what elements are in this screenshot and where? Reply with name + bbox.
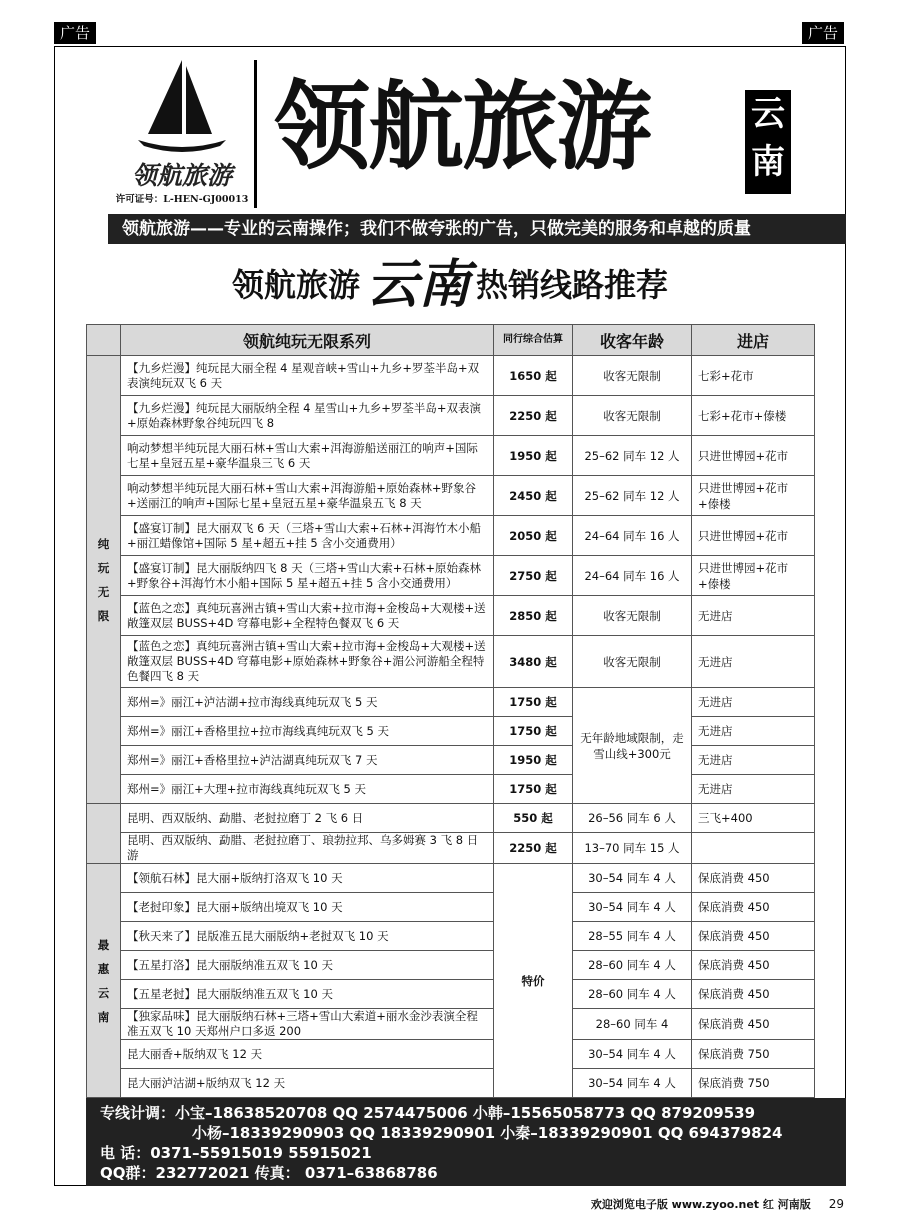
route-price: 1950 起 xyxy=(494,436,573,476)
route-age: 30–54 同车 4 人 xyxy=(573,893,692,922)
route-desc: 昆明、西双版纳、勐腊、老挝拉磨丁 2 飞 6 日 xyxy=(121,804,494,833)
ad-label-right: 广告 xyxy=(802,22,844,44)
route-age: 25–62 同车 12 人 xyxy=(573,436,692,476)
route-desc: 郑州=》丽江+香格里拉+拉市海线真纯玩双飞 5 天 xyxy=(121,717,494,746)
contact-line-2: 小杨–18339290903 QQ 18339290901 小秦–18339290901 QQ 694379824 xyxy=(192,1124,783,1142)
route-age: 28–55 同车 4 人 xyxy=(573,922,692,951)
route-age: 26–56 同车 6 人 xyxy=(573,804,692,833)
header-shop: 进店 xyxy=(692,325,815,356)
route-desc: 【秋天来了】昆版准五昆大丽版纳+老挝双飞 10 天 xyxy=(121,922,494,951)
route-age: 30–54 同车 4 人 xyxy=(573,1069,692,1098)
route-age: 收客无限制 xyxy=(573,396,692,436)
page-number: 29 xyxy=(828,1197,844,1211)
route-age: 28–60 同车 4 人 xyxy=(573,951,692,980)
footer-text: 欢迎浏览电子版 www.zyoo.net 红 河南版 xyxy=(590,1198,811,1211)
route-desc: 【九乡烂漫】纯玩昆大丽全程 4 星观音峡+雪山+九乡+罗荃半岛+双表演纯玩双飞 6 天 xyxy=(121,356,494,396)
logo xyxy=(108,56,256,206)
route-desc: 【老挝印象】昆大丽+版纳出境双飞 10 天 xyxy=(121,893,494,922)
route-shop: 只进世博园+花市 xyxy=(692,436,815,476)
route-age: 30–54 同车 4 人 xyxy=(573,864,692,893)
route-price: 3480 起 xyxy=(494,636,573,688)
route-shop: 保底消费 450 xyxy=(692,893,815,922)
table-row xyxy=(87,922,815,951)
route-desc: 【盛宴订制】昆大丽双飞 6 天（三塔+雪山大索+石林+洱海竹木小船+丽江蜡像馆+国际 5 星+超五+挂 5 含小交通费用） xyxy=(121,516,494,556)
route-desc: 郑州=》丽江+泸沽湖+拉市海线真纯玩双飞 5 天 xyxy=(121,688,494,717)
route-age-north: 无年龄地域限制，走雪山线+300元 xyxy=(573,688,692,804)
route-shop: 无进店 xyxy=(692,746,815,775)
route-age: 30–54 同车 4 人 xyxy=(573,1040,692,1069)
route-desc: 郑州=》丽江+大理+拉市海线真纯玩双飞 5 天 xyxy=(121,775,494,804)
table-row xyxy=(87,1009,815,1040)
route-age: 24–64 同车 16 人 xyxy=(573,516,692,556)
header-series: 领航纯玩无限系列 xyxy=(121,325,494,356)
route-age: 收客无限制 xyxy=(573,636,692,688)
route-desc: 昆明、西双版纳、勐腊、老挝拉磨丁、琅勃拉邦、乌多姆赛 3 飞 8 日游 xyxy=(121,833,494,864)
route-price: 1750 起 xyxy=(494,775,573,804)
route-age: 24–64 同车 16 人 xyxy=(573,556,692,596)
license-number: 许可证号：L-HEN-GJ00013 xyxy=(115,194,249,205)
contact-line-1: 专线计调：小宝–18638520708 QQ 2574475006 小韩–15565058773 QQ 879209539 xyxy=(100,1104,756,1122)
route-price: 1650 起 xyxy=(494,356,573,396)
table-row xyxy=(87,980,815,1009)
table-row xyxy=(87,746,815,775)
route-desc: 【盛宴订制】昆大丽版纳四飞 8 天（三塔+雪山大索+石林+原始森林+野象谷+洱海竹木小船+国际 5 星+超五+挂 5 含小交通费用） xyxy=(121,556,494,596)
table-row xyxy=(87,775,815,804)
route-desc: 郑州=》丽江+香格里拉+泸沽湖真纯玩双飞 7 天 xyxy=(121,746,494,775)
route-shop: 只进世博园+花市 xyxy=(692,516,815,556)
route-price: 2250 起 xyxy=(494,396,573,436)
route-desc: 昆大丽香+版纳双飞 12 天 xyxy=(121,1040,494,1069)
region-badge: 云南 xyxy=(745,90,791,194)
route-shop: 七彩+花市+傣楼 xyxy=(692,396,815,436)
route-shop: 无进店 xyxy=(692,596,815,636)
header-blank xyxy=(87,325,121,356)
route-shop: 保底消费 450 xyxy=(692,951,815,980)
route-shop: 保底消费 450 xyxy=(692,864,815,893)
table-row xyxy=(87,717,815,746)
route-price: 1750 起 xyxy=(494,688,573,717)
table-row xyxy=(87,893,815,922)
contact-phone: 电 话：0371–55915019 55915021 xyxy=(100,1144,372,1162)
route-age: 13–70 同车 15 人 xyxy=(573,833,692,864)
slogan-bar: 领航旅游——专业的云南操作；我们不做夸张的广告，只做完美的服务和卓越的质量 xyxy=(108,214,846,244)
table-row xyxy=(87,1069,815,1098)
headline-yunnan: 云南 xyxy=(365,254,470,315)
table-row xyxy=(87,951,815,980)
route-price: 2250 起 xyxy=(494,833,573,864)
route-price: 550 起 xyxy=(494,804,573,833)
group-label-unlimited: 纯玩无限 xyxy=(87,356,121,804)
table-row xyxy=(87,688,815,717)
table-header xyxy=(87,325,815,356)
brand-title: 领航旅游 xyxy=(274,71,650,183)
route-shop: 三飞+400 xyxy=(692,804,815,833)
table-row xyxy=(87,636,815,688)
table-row xyxy=(87,516,815,556)
headline xyxy=(0,255,900,315)
table-row xyxy=(87,476,815,516)
table-row xyxy=(87,556,815,596)
table-row xyxy=(87,804,815,833)
routes-table xyxy=(86,324,815,1098)
route-desc: 【九乡烂漫】纯玩昆大丽版纳全程 4 星雪山+九乡+罗荃半岛+双表演+原始森林野象谷纯玩四飞 8 xyxy=(121,396,494,436)
table-row xyxy=(87,833,815,864)
table-row xyxy=(87,864,815,893)
route-shop: 无进店 xyxy=(692,688,815,717)
header-age: 收客年龄 xyxy=(573,325,692,356)
contact-qq-fax: QQ群：232772021 传真： 0371–63868786 xyxy=(100,1164,438,1182)
ad-label-left: 广告 xyxy=(54,22,96,44)
route-desc: 响动梦想半纯玩昆大丽石林+雪山大索+洱海游船送丽江的响声+国际七星+皇冠五星+豪华温泉三飞 6 天 xyxy=(121,436,494,476)
table-row xyxy=(87,596,815,636)
contact-bar xyxy=(86,1098,846,1186)
route-age: 28–60 同车 4 xyxy=(573,1009,692,1040)
route-shop: 只进世博园+花市+傣楼 xyxy=(692,556,815,596)
table-row xyxy=(87,436,815,476)
table-row xyxy=(87,356,815,396)
route-shop: 只进世博园+花市+傣楼 xyxy=(692,476,815,516)
route-age: 收客无限制 xyxy=(573,596,692,636)
logo-text: 领航旅游 xyxy=(131,161,232,190)
route-desc: 昆大丽泸沽湖+版纳双飞 12 天 xyxy=(121,1069,494,1098)
route-age: 25–62 同车 12 人 xyxy=(573,476,692,516)
route-age: 28–60 同车 4 人 xyxy=(573,980,692,1009)
route-shop: 保底消费 450 xyxy=(692,980,815,1009)
route-price: 2850 起 xyxy=(494,596,573,636)
route-price: 1950 起 xyxy=(494,746,573,775)
headline-left: 领航旅游 xyxy=(231,266,360,304)
table-row xyxy=(87,396,815,436)
route-shop: 保底消费 750 xyxy=(692,1069,815,1098)
header-price: 同行综合估算 xyxy=(494,325,573,356)
group-label-best: 最惠云南 xyxy=(87,864,121,1098)
route-shop: 保底消费 450 xyxy=(692,1009,815,1040)
route-price: 2750 起 xyxy=(494,556,573,596)
divider xyxy=(254,60,257,208)
route-desc: 【领航石林】昆大丽+版纳打洛双飞 10 天 xyxy=(121,864,494,893)
route-shop: 无进店 xyxy=(692,636,815,688)
route-shop: 无进店 xyxy=(692,775,815,804)
table-row xyxy=(87,1040,815,1069)
route-shop: 保底消费 450 xyxy=(692,922,815,951)
route-age: 收客无限制 xyxy=(573,356,692,396)
headline-right: 热销线路推荐 xyxy=(476,266,669,304)
route-desc: 【蓝色之恋】真纯玩喜洲古镇+雪山大索+拉市海+金梭岛+大观楼+送敞篷双层 BUSS+4D 穹幕电影+全程特色餐双飞 6 天 xyxy=(121,596,494,636)
route-shop: 无进店 xyxy=(692,717,815,746)
route-desc: 【五星打洛】昆大丽版纳准五双飞 10 天 xyxy=(121,951,494,980)
route-shop: 保底消费 750 xyxy=(692,1040,815,1069)
sailboat-icon xyxy=(108,56,256,156)
route-desc: 响动梦想半纯玩昆大丽石林+雪山大索+洱海游船+原始森林+野象谷+送丽江的响声+国际七星+皇冠五星+豪华温泉五飞 8 天 xyxy=(121,476,494,516)
route-desc: 【五星老挝】昆大丽版纳准五双飞 10 天 xyxy=(121,980,494,1009)
special-price: 特价 xyxy=(494,864,573,1098)
group-label-laos xyxy=(87,804,121,864)
route-desc: 【独家品味】昆大丽版纳石林+三塔+雪山大索道+丽水金沙表演全程准五双飞 10 天郑州户口多返 200 xyxy=(121,1009,494,1040)
route-price: 2450 起 xyxy=(494,476,573,516)
route-price: 1750 起 xyxy=(494,717,573,746)
route-shop: 七彩+花市 xyxy=(692,356,815,396)
route-shop xyxy=(692,833,815,864)
page-footer xyxy=(591,1196,844,1212)
route-desc: 【蓝色之恋】真纯玩喜洲古镇+雪山大索+拉市海+金梭岛+大观楼+送敞篷双层 BUSS+4D 穹幕电影+原始森林+野象谷+湄公河游船全程特色餐四飞 8 天 xyxy=(121,636,494,688)
route-price: 2050 起 xyxy=(494,516,573,556)
